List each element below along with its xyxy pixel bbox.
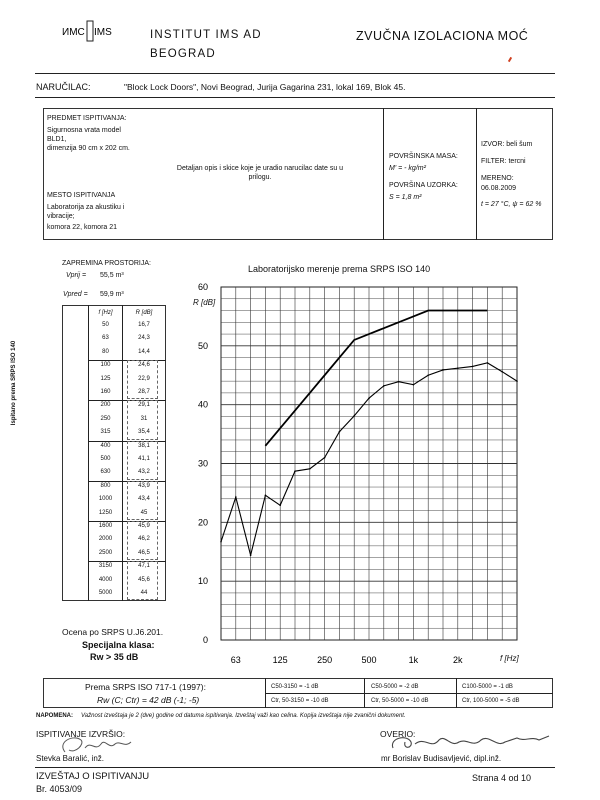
table-cell-r: 47,1 [138, 563, 150, 570]
chart-ylabel: R [dB] [193, 298, 216, 307]
tested-label: ISPITIVANJE IZVRŠIO: [36, 729, 126, 739]
table-cell-r: 41,1 [138, 456, 150, 462]
filter-text: FILTER: tercni [481, 158, 526, 165]
table-cell-r: 24,6 [138, 362, 150, 369]
table-cell-f: 80 [102, 348, 109, 355]
subject-note-1: Detaljan opis i skice koje je uradio narucilac date su u [176, 165, 344, 172]
client-value: "Block Lock Doors", Novi Beograd, Jurija Gagarina 231, lokal 169, Blok 45. [124, 82, 406, 92]
verified-label: OVERIO: [380, 729, 416, 739]
conditions-text: t = 27 °C, ψ = 62 % [481, 201, 542, 208]
table-cell-f: 800 [100, 482, 111, 489]
document-title: ZVUČNA IZOLACIONA MOĆ [356, 29, 529, 43]
page-number: Strana 4 od 10 [472, 773, 532, 783]
chart-data-point [487, 362, 489, 364]
table-cell-r: 45,6 [138, 576, 150, 583]
chart-data-point [501, 371, 503, 373]
chart-data-point [427, 374, 429, 376]
chart-ytick-label: 10 [197, 576, 208, 587]
table-cell-f: 50 [102, 322, 109, 328]
table-cell-f: 1250 [98, 509, 113, 516]
logo-left-text: ИМС [62, 27, 85, 38]
mass-value: M' = - kg/m² [389, 165, 426, 172]
table-cell-f: 1000 [98, 496, 113, 503]
table-side-label: Ispitano prema SRPS ISO 140 [11, 340, 17, 426]
table-cell-f: 200 [100, 402, 111, 409]
chart-data-point [294, 470, 296, 472]
rating-line-2: Specijalna klasa: [82, 640, 155, 650]
chart-ytick-label: 60 [197, 282, 208, 292]
table-cell-r: 45,9 [138, 523, 150, 529]
location-label: MESTO ISPITIVANJA [47, 192, 116, 199]
table-cell-f: 63 [102, 335, 109, 342]
chart-ytick-label: 30 [197, 458, 208, 469]
table-cell-f: 160 [100, 389, 111, 395]
chart-data-point [398, 381, 400, 383]
v-prij-label: Vprij = [66, 272, 87, 279]
rooms-label: ZAPREMINA PROSTORIJA: [62, 260, 151, 267]
table-cell-f: 4000 [98, 576, 113, 583]
table-cell-r: 31 [140, 415, 148, 422]
logo-right-text: IMS [94, 27, 112, 38]
table-cell-f: 100 [100, 362, 111, 369]
chart-xtick-label: 1k [408, 655, 419, 665]
subject-label: PREDMET ISPITIVANJA: [47, 115, 127, 122]
table-cell-f: 250 [100, 415, 111, 422]
table-cell-f: 400 [100, 442, 111, 449]
table-cell-r: 46,5 [138, 549, 150, 556]
table-cell-r: 16,7 [138, 322, 150, 328]
table-header-f: f [Hz] [98, 310, 113, 316]
table-cell-r: 43,2 [138, 469, 150, 476]
subject-line-3: dimenzija 90 cm x 202 cm. [47, 145, 130, 152]
mass-label: POVRŠINSKA MASA: [389, 153, 458, 160]
eval-line-1: Prema SRPS ISO 717-1 (1997): [85, 682, 206, 692]
table-cell-r: 29,1 [138, 402, 150, 409]
chart-data-point [516, 380, 518, 382]
chart-xlabel: f [Hz] [500, 654, 519, 663]
table-cell-r: 28,7 [138, 389, 150, 395]
chart-xtick-label: 500 [361, 655, 377, 665]
table-cell-f: 5000 [98, 590, 113, 596]
eval-ctr3: Ctr, 100-5000 = -5 dB [462, 698, 520, 704]
chart-xtick-label: 250 [317, 655, 333, 665]
eval-divider-h [266, 693, 553, 694]
table-cell-r: 44 [140, 590, 148, 596]
location-line-3: komora 22, komora 21 [47, 224, 118, 231]
table-cell-f: 125 [100, 375, 111, 382]
table-cell-f: 1600 [98, 523, 113, 529]
report-title: IZVEŠTAJ O ISPITIVANJU [36, 771, 150, 782]
report-number: Br. 4053/09 [36, 784, 83, 794]
verified-name: mr Borislav Budisavljević, dipl.inž. [381, 754, 502, 763]
table-cell-f: 2500 [98, 549, 113, 556]
eval-line-2: Rw (C; Ctr) = 42 dB (-1; -5) [97, 695, 200, 705]
v-pred-label: Vpred = [63, 291, 88, 298]
chart-data-point [265, 494, 267, 496]
table-cell-f: 2000 [98, 536, 113, 543]
table-cell-f: 500 [100, 456, 111, 462]
table-header-r: R [dB] [135, 310, 153, 316]
chart-data-point [235, 496, 237, 498]
chart-data-point [353, 415, 355, 417]
subject-line-1: Sigurnosna vrata model [47, 127, 121, 134]
tested-name: Stevka Baralić, inž. [36, 754, 105, 763]
measured-label: MERENO: [481, 175, 514, 182]
chart-data-point [309, 468, 311, 470]
table-cell-r: 38,1 [138, 442, 150, 449]
chart-data-point [279, 504, 281, 506]
eval-c3: C100-5000 = -1 dB [462, 684, 513, 690]
eval-c1: C50-3150 = -1 dB [271, 684, 319, 690]
table-cell-r: 22,9 [138, 375, 150, 382]
chart-ytick-label: 40 [197, 399, 208, 410]
chart-data-point [220, 541, 222, 543]
chart-data-point [472, 366, 474, 368]
eval-c2: C50-5000 = -2 dB [371, 684, 419, 690]
chart-reference-curve [265, 311, 487, 446]
rating-line-3: Rw > 35 dB [90, 652, 139, 662]
table-cell-r: 35,4 [138, 429, 150, 436]
note-text: Važnost izveštaja je 2 (dve) godine od datuma ispitivanja. Izveštaj važi kao celina. Kopija izveštaja nije zvanični dokument. [81, 713, 406, 719]
chart-data-point [442, 369, 444, 371]
chart-xtick-label: 125 [272, 655, 288, 665]
institute-city: BEOGRAD [150, 48, 216, 60]
measured-date: 06.08.2009 [481, 185, 517, 192]
chart-data-point [339, 431, 341, 433]
table-cell-r: 46,2 [138, 536, 150, 543]
table-cell-r: 45 [140, 509, 148, 516]
area-label: POVRŠINA UZORKA: [389, 182, 458, 189]
client-label: NARUČILAC: [36, 82, 91, 92]
eval-ctr1: Ctr, 50-3150 = -10 dB [271, 698, 329, 704]
chart-data-point [383, 385, 385, 387]
eval-ctr2: Ctr, 50-5000 = -10 dB [371, 698, 429, 704]
chart-data-point [457, 367, 459, 369]
table-cell-f: 630 [100, 469, 111, 476]
chart-ytick-label: 20 [197, 517, 208, 528]
location-line-1: Laboratorija za akustiku i [47, 204, 125, 211]
v-prij-value: 55,5 m³ [100, 272, 124, 279]
table-cell-r: 43,9 [138, 482, 150, 489]
source-text: IZVOR: beli šum [481, 141, 533, 148]
chart-data-point [413, 384, 415, 386]
chart-ytick-label: 0 [202, 635, 208, 645]
area-value: S = 1,8 m² [389, 194, 422, 201]
chart-ytick-label: 50 [197, 340, 208, 351]
v-pred-value: 59,9 m³ [100, 291, 124, 298]
chart-data-point [368, 397, 370, 399]
institute-name: INSTITUT IMS AD [150, 29, 262, 41]
rating-line-1: Ocena po SRPS U.J6.201. [62, 627, 164, 637]
table-cell-r: 14,4 [138, 348, 150, 355]
location-line-2: vibracije; [47, 213, 75, 220]
table-cell-r: 24,3 [138, 335, 150, 342]
chart-data-point [324, 457, 326, 459]
note-label: NAPOMENA: [36, 713, 73, 719]
chart-xtick-label: 2k [453, 655, 463, 665]
chart-data-point [250, 554, 252, 556]
footer-rule [35, 767, 555, 768]
subject-line-2: BLD1, [47, 136, 67, 143]
chart-title: Laboratorijsko merenje prema SRPS ISO 140 [248, 264, 431, 274]
table-cell-f: 3150 [98, 563, 113, 570]
table-cell-f: 315 [100, 429, 111, 436]
table-cell-r: 43,4 [138, 496, 150, 503]
subject-note-2: prilogu. [248, 174, 272, 181]
chart-xtick-label: 63 [230, 655, 241, 665]
